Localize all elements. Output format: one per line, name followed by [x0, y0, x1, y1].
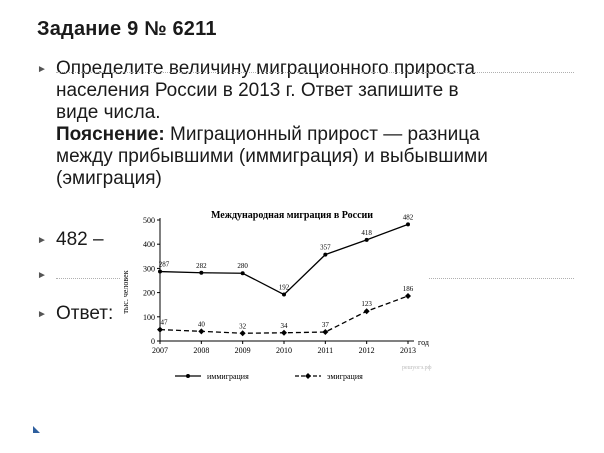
data-label: 123 [361, 300, 372, 309]
data-point [240, 330, 246, 336]
explanation-label: Пояснение: [56, 124, 165, 145]
data-label: 32 [239, 322, 247, 331]
data-label: 40 [197, 320, 205, 329]
data-label: 37 [321, 321, 329, 330]
bullet-icon: ► [37, 64, 47, 75]
data-point [199, 271, 203, 275]
task-title: Задание 9 № 6211 [37, 18, 217, 40]
question-text [56, 58, 576, 190]
x-tick-label: 2011 [317, 346, 334, 355]
calc-text: 482 – [56, 229, 104, 250]
data-point [365, 238, 369, 242]
migration-chart [120, 193, 432, 383]
x-tick-label: 2008 [193, 346, 210, 355]
data-label: 482 [402, 213, 414, 222]
x-tick-label: 2009 [234, 346, 251, 355]
x-tick-label: 2013 [400, 346, 416, 355]
explanation-line-3: (эмиграция) [56, 168, 162, 189]
data-label: 282 [196, 261, 207, 270]
data-point [323, 253, 327, 257]
data-point [198, 328, 204, 334]
chart-svg [120, 193, 432, 383]
data-label: 357 [320, 243, 331, 252]
y-tick-label: 200 [143, 288, 155, 298]
question-line-1: Определите величину миграционного прироста [56, 58, 476, 79]
y-axis-label: тыс. человек [121, 270, 130, 314]
y-tick-label: 0 [151, 337, 155, 346]
data-point [157, 327, 163, 333]
divider [56, 72, 574, 73]
data-label: 47 [160, 318, 168, 327]
data-point [158, 270, 162, 274]
x-tick-label: 2012 [358, 346, 375, 355]
legend-marker [305, 373, 311, 379]
data-point [281, 330, 287, 336]
data-point [406, 222, 410, 226]
legend-label: эмиграция [327, 372, 363, 381]
slide-corner-icon [33, 426, 40, 433]
legend-marker [186, 374, 190, 378]
question-line-3: виде числа. [56, 102, 161, 123]
data-label: 192 [278, 283, 290, 292]
data-point [322, 329, 328, 335]
data-label: 34 [280, 321, 288, 330]
data-point [282, 293, 286, 297]
data-point [364, 308, 370, 314]
data-label: 287 [158, 260, 170, 269]
data-label: 280 [237, 262, 248, 271]
explanation-line-2: между прибывшими (иммиграция) и выбывшими [56, 146, 488, 167]
y-tick-label: 100 [143, 312, 155, 322]
legend-label: иммиграция [207, 372, 249, 381]
y-tick-label: 400 [143, 240, 155, 250]
x-axis-label: год [418, 338, 429, 347]
data-point [241, 271, 245, 275]
data-label: 418 [361, 228, 372, 237]
data-point [405, 293, 411, 299]
chart-title: Международная миграция в России [210, 210, 374, 221]
watermark: решуогэ.рф [402, 365, 432, 371]
data-label: 186 [402, 284, 414, 293]
explanation [56, 124, 576, 146]
y-tick-label: 500 [143, 216, 155, 225]
bullet-icon: ► [37, 270, 47, 281]
question-line-2: населения России в 2013 г. Ответ запишите в [56, 80, 459, 101]
x-tick-label: 2010 [276, 346, 292, 355]
explanation-line-1: Миграционный прирост — разница [164, 124, 480, 145]
y-tick-label: 300 [143, 264, 155, 274]
bullet-icon: ► [37, 235, 47, 246]
bullet-icon: ► [37, 309, 47, 320]
answer-label: Ответ: [56, 303, 114, 324]
x-tick-label: 2007 [152, 346, 168, 355]
